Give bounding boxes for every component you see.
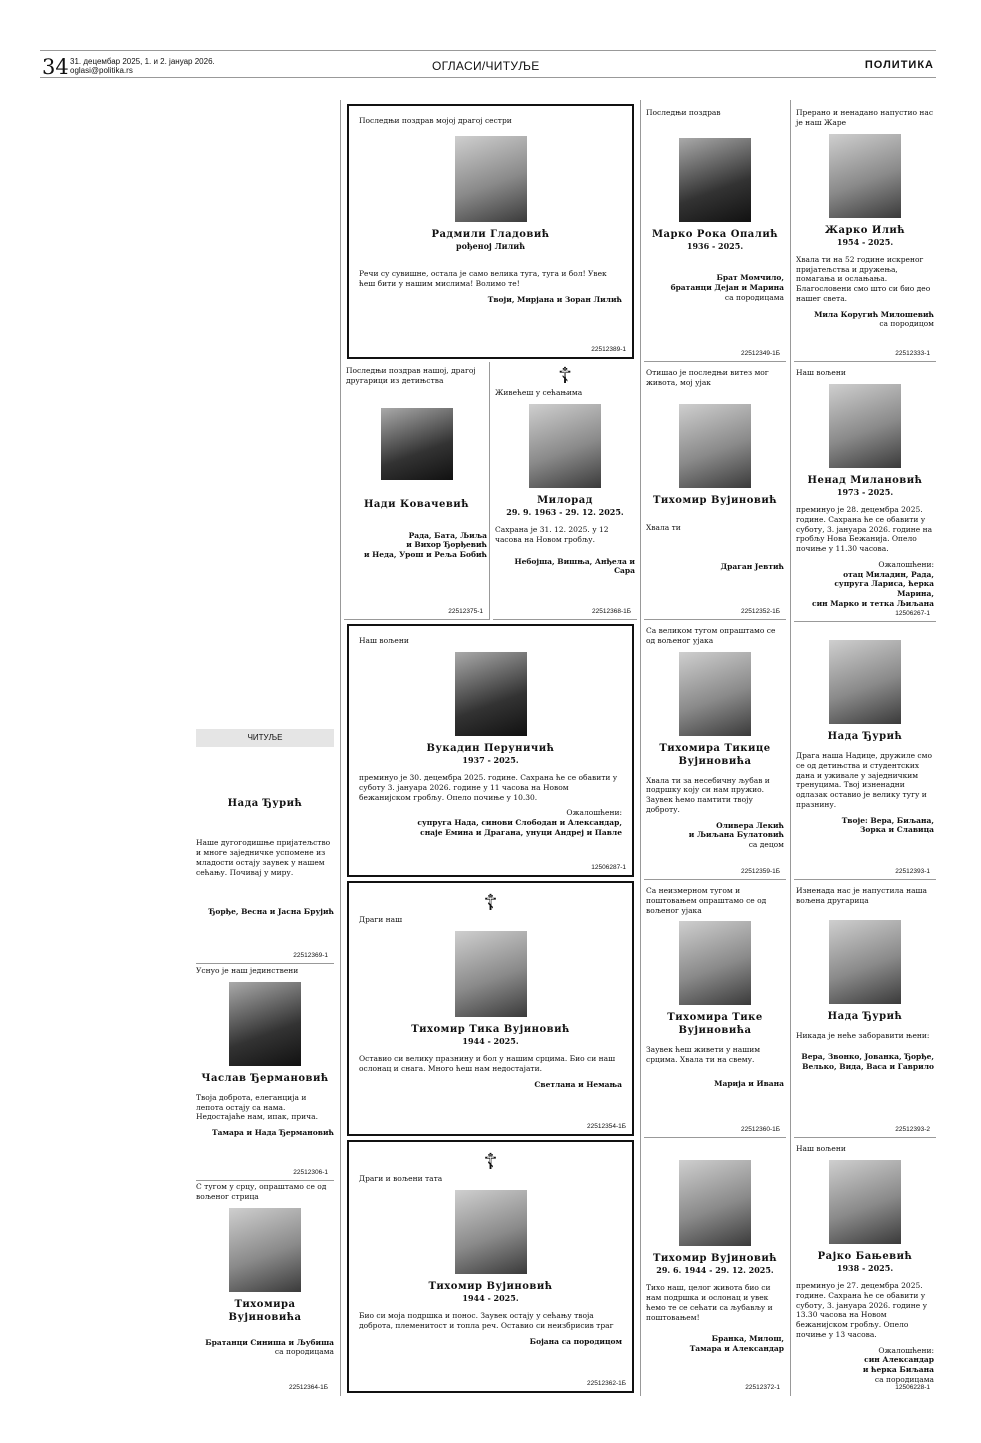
obituary-text: Никада је неће заборавити њени:: [796, 1030, 930, 1040]
life-dates: 1936 - 2025.: [686, 240, 744, 251]
deceased-name: Тихомир Вујиновић: [652, 494, 778, 506]
orthodox-cross-icon: ☦: [483, 1150, 498, 1175]
signature: Драган Јевтић: [720, 562, 784, 572]
signature: Светлана и Немања: [534, 1079, 622, 1089]
deceased-name: Тихомира Тике Вујиновића: [667, 1012, 763, 1037]
ad-code: 22512354-1Б: [587, 1122, 626, 1130]
signature-line: са децом: [748, 840, 784, 849]
deceased-name: Тихомир Вујиновић: [428, 1280, 553, 1292]
life-dates: 29. 9. 1963 - 29. 12. 2025.: [506, 506, 624, 517]
intro-text: Прерано и ненадано напустио нас је наш Жаре: [796, 108, 934, 127]
portrait-photo: [829, 640, 901, 724]
obituary-text: преминуо је 27. децембра 2025. године. Сахрана ће се обавити у суботу, 3. јануара 2026. године у 13.30 часова на Новом бежанијском гробљу. Опело почиње у 13 часова.: [796, 1281, 928, 1339]
signature-line: и Вихор Ђорђевић: [406, 540, 487, 550]
obituary-text: Твоја доброта, елеганција и лепота остају са нама. Недостајаће нам, ипак, прича.: [196, 1092, 318, 1122]
obituary-nada-djuric-2: [794, 624, 936, 880]
signature-line: супруга Лариса, ћерка Марина,: [834, 579, 934, 599]
portrait-photo: [829, 134, 901, 218]
obituary-text: преминуо је 30. децембра 2025. године. Сахрана ће се обавити у суботу 3. јануара 2026. године у 11 часова на Новом бежанијском гробљу. Опело почиње у 10.30.: [359, 773, 618, 802]
signature: Небојша, Вишња, Анђела и Сара: [514, 556, 635, 576]
obituary-text: Сахрана је 31. 12. 2025. у 12 часова на Новом гробљу.: [495, 525, 609, 544]
signature: Марија и Ивана: [714, 1078, 784, 1088]
intro-text: Последњи поздрав: [646, 108, 721, 117]
signature-line: Тамара и Александар: [689, 1344, 784, 1354]
intro-text: Драги наш: [359, 915, 403, 924]
signature-line: са породицом: [879, 319, 934, 329]
obituary-text: Заувек ћеш живети у нашим срцима. Хвала ти на свему.: [646, 1045, 761, 1064]
signature-line: Велько, Вида, Васа и Гаврило: [802, 1062, 934, 1071]
section-title: ОГЛАСИ/ЧИТУЉЕ: [432, 59, 540, 73]
signature: Брат Момчило,: [716, 273, 784, 283]
deceased-name: Милорад: [537, 494, 593, 506]
portrait-photo: [679, 652, 751, 736]
life-dates: 1944 - 2025.: [462, 1292, 519, 1303]
obituary-tihomir-tata: [347, 1140, 634, 1393]
intro-text: Изненада нас је напустила наша вољена другарица: [796, 886, 927, 905]
obituary-tihomir-tike: [644, 882, 786, 1138]
deceased-name: Радмили Гладовић: [431, 228, 550, 240]
portrait-photo: [829, 920, 901, 1004]
maiden-name: рођеној Лилић: [455, 240, 526, 251]
portrait-photo: [679, 138, 751, 222]
ad-code: 22512372-1: [745, 1383, 780, 1391]
intro-text: Наш вољени: [359, 636, 409, 645]
portrait-photo: [455, 136, 527, 222]
signature-line: супруга Нада, синови Слободан и Александар,: [417, 818, 622, 828]
deceased-name: Тихомира Тикице Вујиновића: [659, 742, 771, 767]
obituary-nada-djuric-3: [794, 882, 936, 1138]
signature: Братанци Синиша и Љубиша: [205, 1337, 334, 1347]
signature-line: братанци Дејан и Марина: [670, 282, 784, 292]
portrait-photo: [679, 404, 751, 488]
portrait-photo: [455, 652, 527, 736]
signature-line: син Александар: [864, 1355, 934, 1365]
ad-code: 12506267-1: [895, 609, 930, 617]
signature-line: отац Миладин, Рада,: [843, 569, 934, 579]
signature-line: и Љиљана Булатовић: [688, 830, 784, 840]
portrait-photo: [679, 921, 751, 1005]
life-dates: 1938 - 2025.: [836, 1262, 894, 1273]
intro-text: С тугом у срцу, опраштамо се од вољеног стрица: [196, 1182, 327, 1201]
section-label: ЧИТУЉЕ: [196, 729, 334, 747]
signature: Мила Коругић Милошевић: [814, 309, 934, 319]
ad-code: 12506228-1: [895, 1383, 930, 1391]
orthodox-cross-icon: ☦: [483, 891, 498, 916]
intro-text: Са неизмерном тугом и поштовањем опраштамо се од вољеног ујака: [646, 886, 767, 915]
date-text: 31. децембар 2025, 1. и 2. јануар 2026.: [70, 57, 215, 66]
obituary-text: Хвала ти за несебичну љубав и подршку коју си нам пружио. Заувек ћемо памтити твоју доброту.: [646, 775, 770, 814]
obituary-tihomir-tika: [347, 881, 634, 1136]
obituary-text: Драга наша Надице, дружиле смо се од детињства и студентских дана и уживале у заједничким тренуцима. Твој изненадни одлазак оставио је велику тугу и празнину.: [796, 751, 932, 809]
signature: Рада, Бата, Љиља: [408, 530, 487, 540]
ad-code: 22512360-1Б: [741, 1125, 780, 1133]
portrait-photo: [529, 404, 601, 488]
signature: Тамара и Нада Ђермановић: [212, 1128, 334, 1137]
signature: Бојана са породицом: [529, 1336, 622, 1346]
obituary-tihomir-dates: [644, 1140, 786, 1395]
ad-code: 22512375-1: [448, 607, 483, 615]
obituary-tihomir-vitez: [644, 364, 786, 620]
signature: Оливера Лекић: [716, 820, 784, 830]
intro-text: Наш вољени: [796, 368, 846, 377]
obituary-tihomir-stric: [196, 1182, 334, 1395]
ad-code: 12506287-1: [591, 863, 626, 871]
deceased-name: Вукадин Перуничић: [426, 742, 555, 754]
ad-code: 22512393-2: [895, 1125, 930, 1133]
signature-line: и Неда, Урош и Реља Бобић: [363, 550, 487, 559]
signature-line: са породицама: [274, 1347, 334, 1357]
obituary-text: Речи су сувишне, остала је само велика туга, туга и бол! Увек ћеш бити у нашим мислима! Волимо те!: [359, 269, 607, 288]
intro-text: Драги и вољени тата: [359, 1174, 443, 1183]
signature: Твоји, Мирјана и Зоран Лилић: [487, 294, 622, 304]
column-divider: [640, 100, 641, 1396]
column-divider: [790, 100, 791, 1396]
intro-text: Отишао је последњи витез мог живота, мој ујак: [646, 368, 769, 387]
deceased-name: Нада Ђурић: [827, 731, 903, 742]
ad-code: 22512369-1: [293, 951, 328, 959]
obituary-text: Наше дугогодишње пријатељство и многе заједничке успомене из младости остају заувек у нашем сећању. Почивај у миру.: [196, 838, 331, 877]
ad-code: 22512393-1: [895, 867, 930, 875]
intro-text: Наш вољени: [796, 1144, 846, 1153]
life-dates: 1944 - 2025.: [462, 1035, 519, 1046]
obituary-radmila: [347, 104, 634, 359]
mourners-label: Ожалошћени:: [878, 559, 934, 569]
obituary-marko-opalic: [644, 104, 786, 362]
portrait-photo: [381, 408, 453, 480]
obituary-text: Био си моја подршка и понос. Заувек остају у сећању твоја доброта, племенитост и топла реч. Оставио си неизбрисив траг: [359, 1311, 614, 1330]
ad-code: 22512352-1Б: [741, 607, 780, 615]
signature-line: са породицама: [874, 1374, 934, 1384]
signature: Ђорђе, Весна и Јасна Брујић: [208, 907, 334, 917]
portrait-photo: [829, 384, 901, 468]
deceased-name: Жарко Илић: [824, 224, 906, 236]
obituary-text: Тихо наш, целог живота био си нам подршка и ослонац и увек ћемо те се сећати са љубављу и поштовањем!: [646, 1283, 773, 1322]
newspaper-logo: ПОЛИТИКА: [864, 59, 934, 71]
obituary-tihomir-tikica: [644, 622, 786, 880]
ad-code: 22512349-1Б: [741, 349, 780, 357]
signature: Твоје: Вера, Биљана,: [841, 815, 934, 825]
signature: Вера, Звонко, Јованка, Ђорђе,: [801, 1052, 934, 1062]
signature-line: са породицама: [724, 292, 784, 302]
ad-code: 22512389-1: [591, 345, 626, 353]
deceased-name: Часлав Ђермановић: [201, 1072, 329, 1084]
issue-date: [70, 57, 215, 75]
ad-code: 22512306-1: [293, 1168, 328, 1176]
page-number: 34: [42, 55, 69, 79]
intro-text: Са великом тугом опраштамо се од вољеног ујака: [646, 626, 776, 645]
obituary-vukadin: [347, 624, 634, 877]
intro-text: Живећеш у сећањима: [495, 388, 583, 397]
deceased-name: Тихомир Тика Вујиновић: [411, 1023, 570, 1035]
obituary-rajko-banjevic: [794, 1140, 936, 1395]
deceased-name: Рајко Бањевић: [817, 1250, 913, 1262]
deceased-name: Марко Рока Опалић: [651, 228, 779, 240]
deceased-name: Нада Ђурић: [827, 1010, 903, 1022]
column-divider: [340, 100, 341, 1396]
life-dates: 1973 - 2025.: [836, 486, 894, 497]
obituary-text: Хвала ти: [646, 522, 681, 532]
obituary-caslav: [196, 966, 334, 1181]
ad-code: 22512364-1Б: [289, 1383, 328, 1391]
obituary-text: преминуо је 28. децембра 2025. године. Сахрана ће се обавити у суботу, 3. јануара 2026. године на гробљу Нова Бежанија. Опело почиње у 11.30 часова.: [796, 505, 933, 554]
page-header: [40, 50, 936, 78]
portrait-photo: [455, 931, 527, 1017]
signature: Бранка, Милош,: [711, 1334, 784, 1344]
portrait-photo: [229, 1208, 301, 1292]
portrait-photo: [229, 982, 301, 1066]
intro-text: Последњи поздрав мојој драгој сестри: [359, 116, 512, 125]
obituary-milorad: [493, 362, 637, 620]
portrait-photo: [455, 1190, 527, 1274]
mourners-label: Ожалошћени:: [566, 808, 622, 818]
deceased-name: Нади Ковачевић: [363, 498, 469, 510]
ad-code: 22512359-1Б: [741, 867, 780, 875]
intro-text: Последњи поздрав нашој, драгој другарици из детињства: [346, 366, 476, 385]
obituary-zarko-ilic: [794, 104, 936, 362]
ad-code: 22512368-1Б: [592, 607, 631, 615]
deceased-name: Тихомир Вујиновић: [652, 1253, 778, 1264]
ad-code: 22512333-1: [895, 349, 930, 357]
life-dates: 29. 6. 1944 - 29. 12. 2025.: [656, 1265, 774, 1275]
obituary-text: Хвала ти на 52 године искреног пријатељства и дружења, помагања и ослањања. Благословени смо што си био део нашег света.: [796, 254, 931, 303]
portrait-photo: [679, 1160, 751, 1246]
mourners-label: Ожалошћени:: [878, 1345, 934, 1355]
signature-line: Зорка и Славица: [859, 825, 934, 835]
obituary-text: Оставио си велику празнину и бол у нашим срцима. Био си наш ослонац и снага. Много ћеш нам недостајати.: [359, 1054, 616, 1073]
obituary-nenad-milanovic: [794, 364, 936, 622]
portrait-photo: [829, 1160, 901, 1244]
signature-line: син Марко и тетка Љиљана: [812, 598, 934, 608]
deceased-name: Тихомира Вујиновића: [228, 1298, 302, 1323]
signature-line: снаје Емина и Драгана, унуци Андреј и Павле: [420, 827, 622, 837]
email-text: oglasi@politika.rs: [70, 66, 133, 75]
obituary-nadi-kovacevic: [344, 362, 490, 620]
orthodox-cross-icon: ☦: [557, 364, 573, 389]
obituary-nada-djuric-1: [196, 729, 334, 964]
deceased-name: Ненад Милановић: [807, 474, 923, 486]
life-dates: 1937 - 2025.: [462, 754, 519, 765]
ad-code: 22512362-1Б: [587, 1379, 626, 1387]
intro-text: Уснуо је наш јединствени: [196, 966, 299, 975]
life-dates: 1954 - 2025.: [836, 236, 894, 247]
signature-line: и ћерка Биљана: [862, 1365, 934, 1375]
deceased-name: Нада Ђурић: [227, 798, 303, 810]
